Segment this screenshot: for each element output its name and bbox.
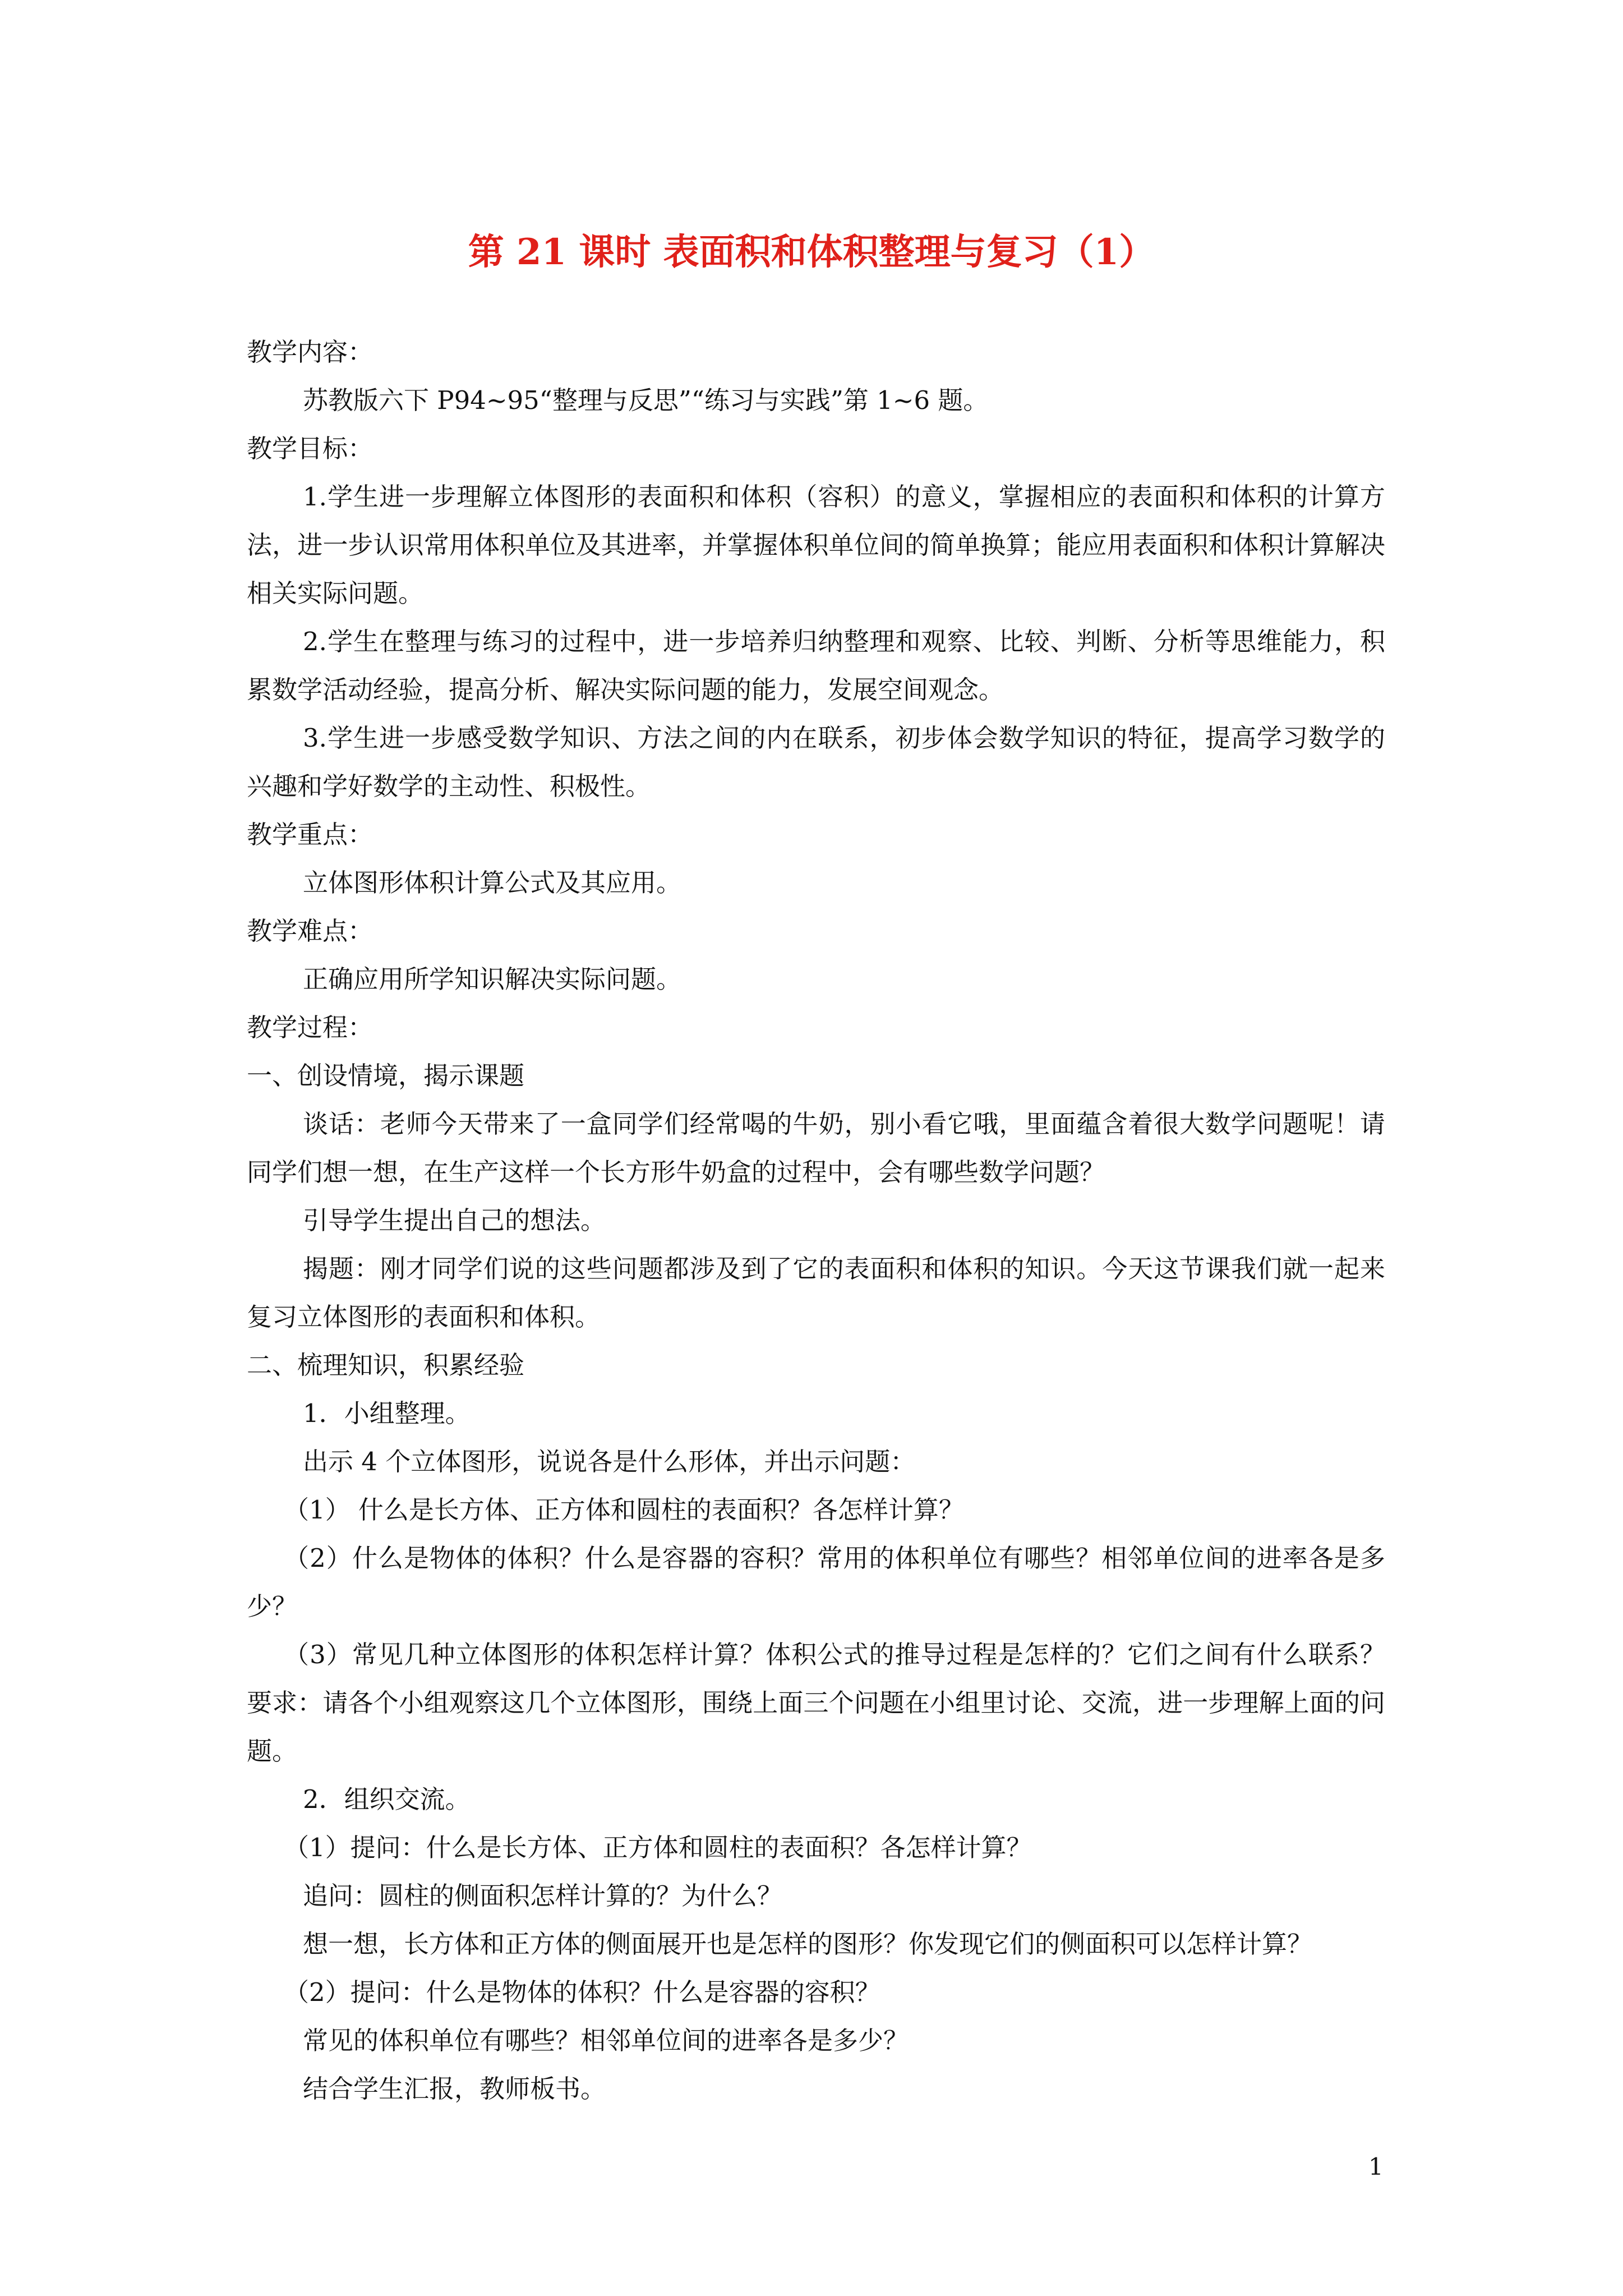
section-heading-goals: 教学目标： (247, 434, 374, 463)
section-heading-key-points: 教学重点： (247, 820, 374, 849)
goal-item-3: 3.学生进一步感受数学知识、方法之间的内在联系，初步体会数学知识的特征，提高学习数学的兴趣和学好数学的主动性、积极性。 (247, 723, 1385, 801)
question-2: （2）什么是物体的体积？什么是容器的容积？常用的体积单位有哪些？相邻单位间的进率各是多少？ (247, 1543, 1385, 1621)
part-heading-1: 一、创设情境，揭示课题 (247, 1061, 525, 1091)
goal-item-1: 1.学生进一步理解立体图形的表面积和体积（容积）的意义，掌握相应的表面积和体积的计算方法，进一步认识常用体积单位及其进率，并掌握体积单位间的简单换算；能应用表面积和体积计算解决相关实际问题。 (247, 482, 1385, 608)
ask-1: （1）提问：什么是长方体、正方体和圆柱的表面积？各怎样计算？ (284, 1833, 1032, 1862)
question-1: （1） 什么是长方体、正方体和圆柱的表面积？各怎样计算？ (284, 1495, 964, 1525)
step-1-heading: 1．小组整理。 (303, 1398, 471, 1428)
step-2-heading: 2．组织交流。 (303, 1784, 471, 1814)
units-question: 常见的体积单位有哪些？相邻单位间的进率各是多少？ (303, 2026, 909, 2055)
talk-paragraph: 谈话：老师今天带来了一盒同学们经常喝的牛奶，别小看它哦，里面蕴含着很大数学问题呢！请同学们想一想，在生产这样一个长方形牛奶盒的过程中，会有哪些数学问题？ (247, 1109, 1385, 1187)
guide-paragraph: 引导学生提出自己的想法。 (303, 1205, 606, 1235)
document-body (247, 328, 1385, 2113)
part-heading-2: 二、梳理知识，积累经验 (247, 1350, 525, 1380)
section-heading-process: 教学过程： (247, 1013, 374, 1042)
report-paragraph: 结合学生汇报，教师板书。 (303, 2074, 606, 2104)
key-points-text: 立体图形体积计算公式及其应用。 (303, 868, 682, 898)
content-text: 苏教版六下 P94~95“整理与反思”“练习与实践”第 1~6 题。 (303, 385, 989, 415)
follow-up-question: 追问：圆柱的侧面积怎样计算的？为什么？ (303, 1881, 783, 1911)
question-3: （3）常见几种立体图形的体积怎样计算？体积公式的推导过程是怎样的？它们之间有什么联系？ 要求：请各个小组观察这几个立体图形，围绕上面三个问题在小组里讨论、交流，进一步理解上面的问题。 (247, 1640, 1385, 1766)
section-heading-difficulties: 教学难点： (247, 916, 374, 946)
goal-item-2: 2.学生在整理与练习的过程中，进一步培养归纳整理和观察、比较、判断、分析等思维能力，积累数学活动经验，提高分析、解决实际问题的能力，发展空间观念。 (247, 627, 1385, 705)
think-paragraph: 想一想，长方体和正方体的侧面展开也是怎样的图形？你发现它们的侧面积可以怎样计算？ (303, 1929, 1313, 1959)
show-paragraph: 出示 4 个立体图形，说说各是什么形体，并出示问题： (303, 1447, 916, 1476)
page-number: 1 (1368, 2153, 1384, 2180)
ask-2: （2）提问：什么是物体的体积？什么是容器的容积？ (284, 1977, 880, 2007)
difficulties-text: 正确应用所学知识解决实际问题。 (303, 964, 682, 994)
section-heading-content: 教学内容： (247, 337, 374, 367)
reveal-paragraph: 揭题：刚才同学们说的这些问题都涉及到了它的表面积和体积的知识。今天这节课我们就一起来复习立体图形的表面积和体积。 (247, 1254, 1385, 1332)
document-title: 第 21 课时 表面积和体积整理与复习（1） (468, 231, 1155, 273)
